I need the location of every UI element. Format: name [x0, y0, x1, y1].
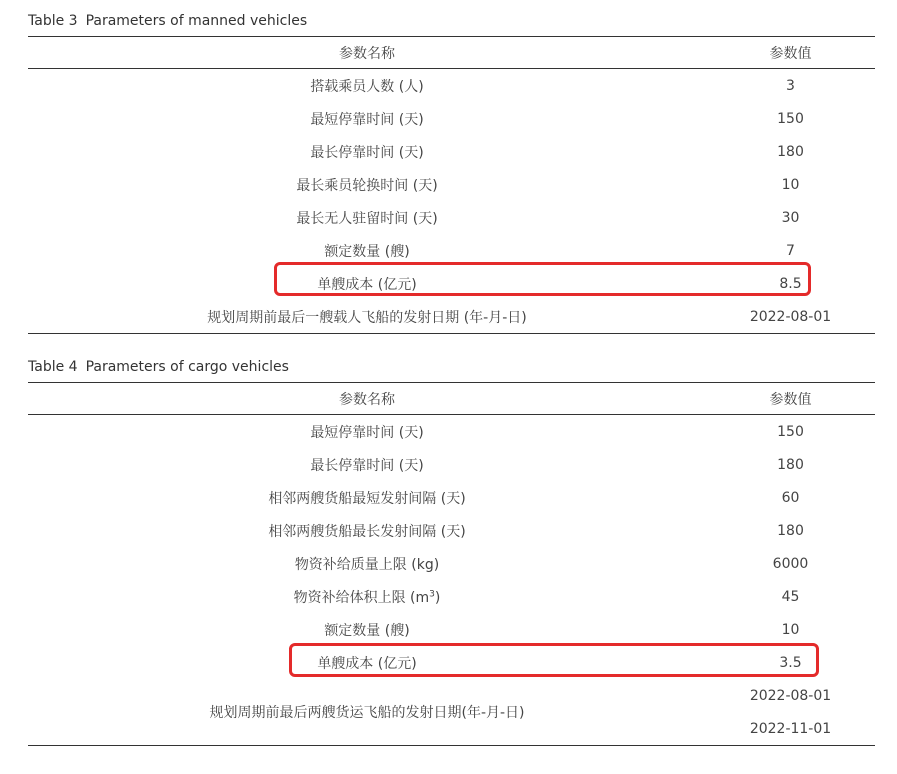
param-name: 最长停靠时间 (天) [310, 144, 424, 161]
table-row [28, 514, 875, 547]
table-row [28, 300, 875, 333]
table-row [28, 102, 875, 135]
param-value: 3 [786, 77, 795, 94]
param-name-prefix: 物资补给体积上限 (m [293, 589, 430, 606]
param-name: 最短停靠时间 (天) [310, 111, 424, 128]
param-name: 额定数量 (艘) [324, 622, 410, 639]
table-row [28, 481, 875, 514]
param-value: 150 [777, 423, 804, 440]
table-row [28, 448, 875, 481]
table-row [28, 547, 875, 580]
param-name: 额定数量 (艘) [324, 243, 410, 260]
param-name: 最长乘员轮换时间 (天) [296, 177, 438, 194]
param-name: 物资补给质量上限 (kg) [294, 556, 440, 573]
param-value: 2022-08-01 [749, 687, 832, 704]
param-value: 2022-08-01 [749, 308, 832, 325]
param-name: 单艘成本 (亿元) [317, 276, 417, 293]
table-row [28, 201, 875, 234]
param-name [28, 587, 706, 607]
param-name: 规划周期前最后两艘货运飞船的发射日期(年-月-日) [209, 705, 525, 721]
highlight-box-cargo-cost [289, 643, 819, 677]
table-3-header-name: 参数名称 [339, 45, 395, 62]
table-4-caption [28, 356, 875, 378]
param-value: 180 [777, 143, 804, 160]
param-value: 30 [781, 209, 800, 226]
param-name: 搭载乘员人数 (人) [310, 78, 424, 95]
table-row [28, 415, 875, 448]
param-value: 3.5 [779, 654, 802, 671]
param-value: 7 [786, 242, 795, 259]
param-value-group [706, 679, 875, 745]
param-name: 相邻两艘货船最短发射间隔 (天) [268, 490, 466, 507]
table-3-bottom-rule [28, 333, 875, 334]
table-4 [28, 356, 875, 746]
param-value: 45 [781, 588, 800, 605]
param-value: 2022-11-01 [749, 720, 832, 737]
table-row [28, 69, 875, 102]
table-row [28, 135, 875, 168]
param-name: 最长停靠时间 (天) [310, 457, 424, 474]
param-name-suffix: ) [434, 589, 441, 606]
table-3-header-value: 参数值 [769, 45, 812, 62]
param-name: 最短停靠时间 (天) [310, 424, 424, 441]
table-3-caption-label: Table 3 [28, 13, 78, 29]
param-name: 相邻两艘货船最长发射间隔 (天) [268, 523, 466, 540]
param-name: 规划周期前最后一艘载人飞船的发射日期 (年-月-日) [207, 309, 527, 326]
param-value: 8.5 [779, 275, 802, 292]
table-4-header-row [28, 383, 875, 414]
table-4-header-value: 参数值 [769, 391, 812, 408]
highlight-box-manned-cost [274, 262, 811, 296]
param-value: 10 [781, 176, 800, 193]
param-value: 6000 [772, 555, 809, 572]
table-4-bottom-rule [28, 745, 875, 746]
table-3-caption [28, 10, 875, 32]
param-name: 最长无人驻留时间 (天) [296, 210, 438, 227]
param-value: 150 [777, 110, 804, 127]
table-row [28, 168, 875, 201]
table-4-header-name: 参数名称 [339, 391, 395, 408]
table-row [28, 679, 875, 745]
table-3-header-row [28, 37, 875, 68]
param-value: 60 [781, 489, 800, 506]
table-row [28, 613, 875, 646]
table-row [28, 580, 875, 613]
table-3-caption-text: Parameters of manned vehicles [85, 13, 308, 29]
param-name: 单艘成本 (亿元) [317, 655, 417, 672]
param-value: 10 [781, 621, 800, 638]
param-name-superscript: 3 [429, 588, 435, 599]
table-4-caption-label: Table 4 [28, 359, 78, 375]
param-value: 180 [777, 456, 804, 473]
param-value: 180 [777, 522, 804, 539]
table-4-caption-text: Parameters of cargo vehicles [85, 359, 289, 375]
